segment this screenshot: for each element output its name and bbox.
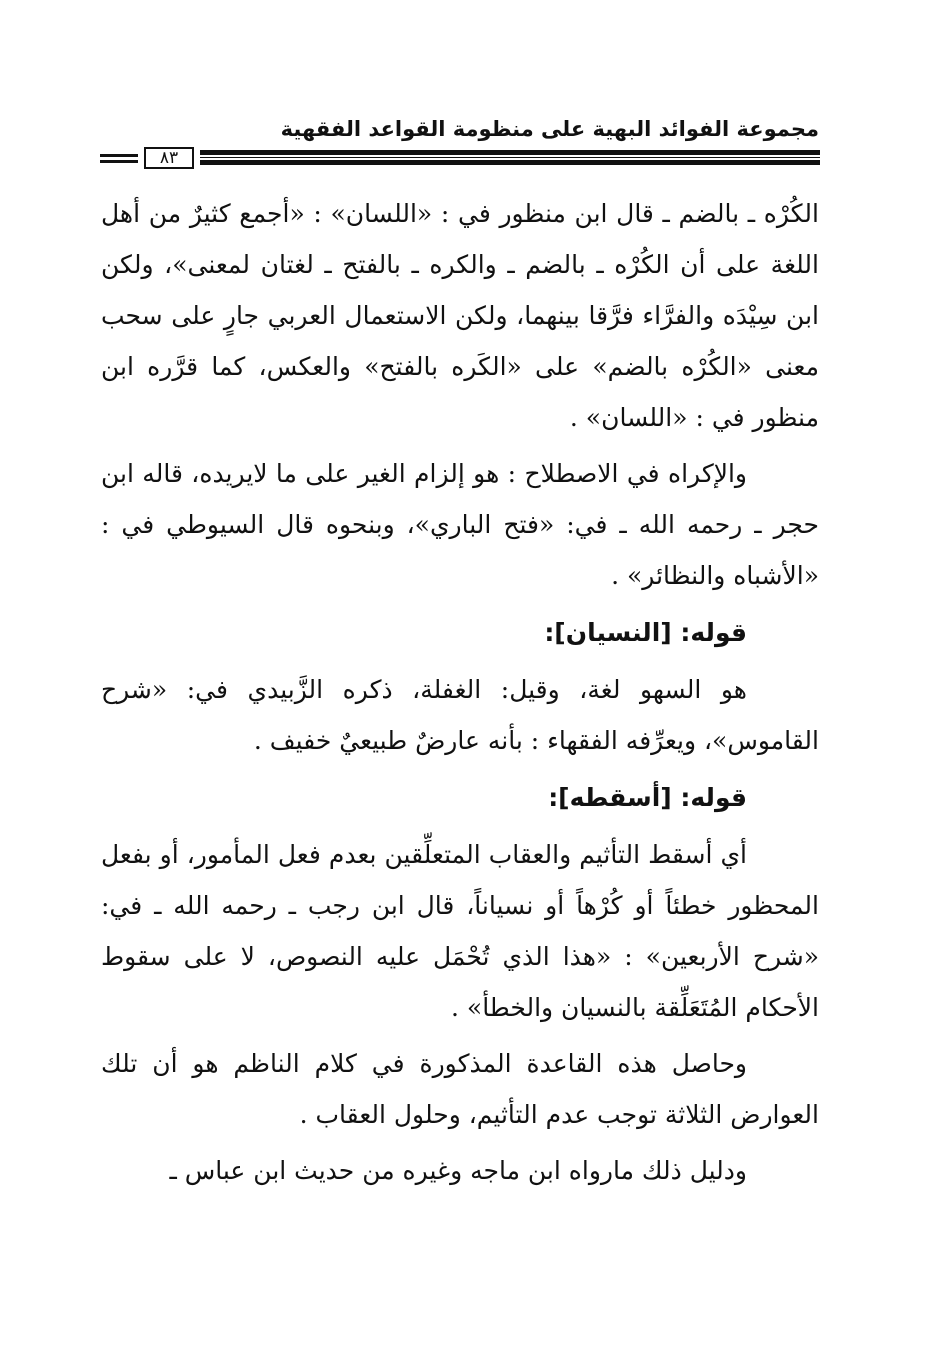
paragraph-kurh: الكُرْه ـ بالضم ـ قال ابن منظور في : «اللسان» : «أجمع كثيرٌ من أهل اللغة على أن الكُرْه ـ بالضم ـ والكره ـ بالفتح ـ لغتان لمعنى»، ولكن ابن سِيْدَه والفرَّاء فرَّقا بينهما، ولكن الاستعمال العربي جارٍ على سحب معنى «الكُرْه بالضم» على «الكَره بالفتح» والعكس، كما قرَّره ابن منظور في : «اللسان» . [101, 199, 819, 432]
header-rule [100, 147, 820, 169]
heading-nisyan: قوله: [النسيان]: [544, 618, 747, 647]
paragraph-nisyan: هو السهو لغة، وقيل: الغفلة، ذكره الزَّبيدي في: «شرح القاموس»، ويعرِّفه الفقهاء : بأنه عارضٌ طبيعيٌ خفيف . [101, 675, 819, 755]
header-rule-short [100, 154, 138, 163]
paragraph-ikrah-definition: والإكراه في الاصطلاح : هو إلزام الغير على ما لايريده، قاله ابن حجر ـ رحمه الله ـ في: «فتح الباري»، وبنحوه قال السيوطي في : «الأشباه والنظائر» . [101, 459, 819, 590]
paragraph-evidence: ودليل ذلك مارواه ابن ماجه وغيره من حديث ابن عباس ـ [169, 1156, 747, 1185]
paragraph-asqatah: أي أسقط التأثيم والعقاب المتعلِّقين بعدم فعل المأمور، أو بفعل المحظور خطئاً أو كُرْهاً أو نسياناً، قال ابن رجب ـ رحمه الله ـ في: «شرح الأربعين» : «هذا الذي تُحْمَل عليه النصوص، لا على سقوط الأحكام المُتَعَلِّقة بالنسيان والخطأ» . [101, 840, 819, 1022]
header-rule-long [200, 150, 820, 165]
page-body [101, 188, 819, 1196]
paragraph-summary: وحاصل هذه القاعدة المذكورة في كلام الناظم هو أن تلك العوارض الثلاثة توجب عدم التأثيم، وحلول العقاب . [101, 1049, 819, 1129]
running-header-title: مجموعة الفوائد البهية على منظومة القواعد الفقهية [280, 117, 819, 141]
heading-asqatah: قوله: [أسقطه]: [548, 783, 747, 812]
page-number: ٨٣ [144, 147, 194, 169]
